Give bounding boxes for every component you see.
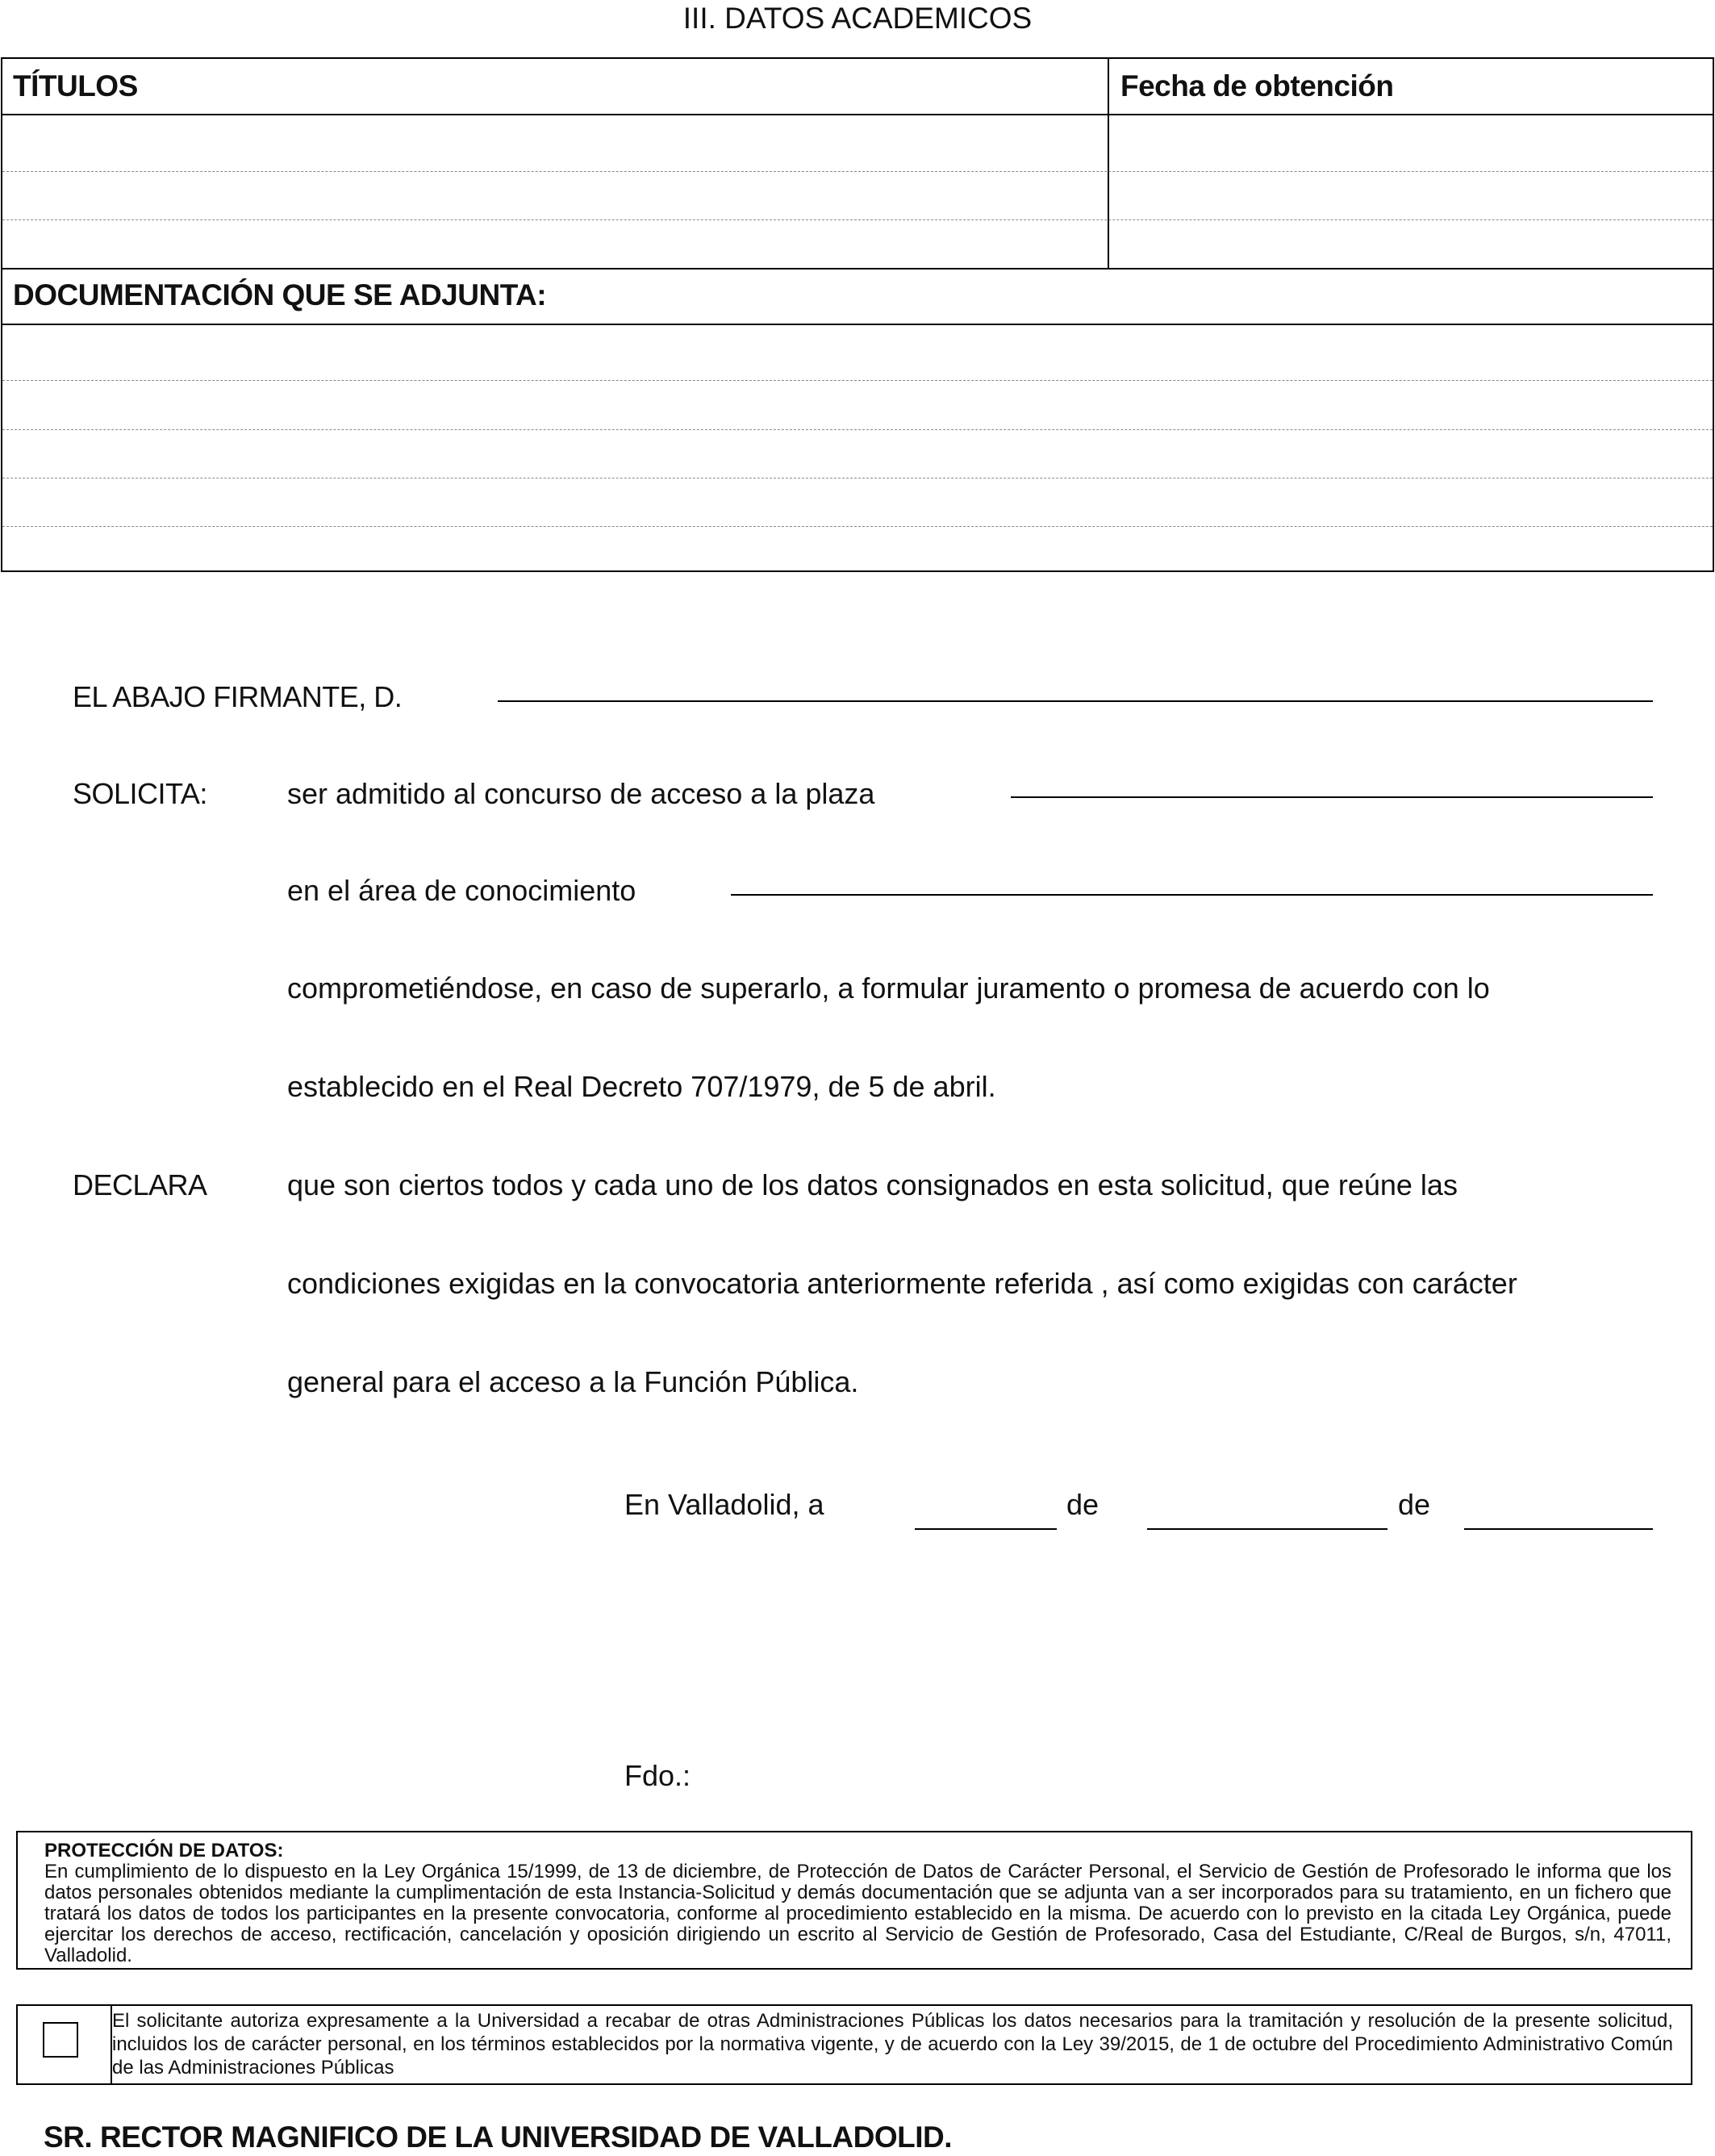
compromiso-text: comprometiéndose, en caso de superarlo, a formular juramento o promesa de acuerdo con lo bbox=[287, 971, 1490, 1005]
data-protection-box bbox=[16, 1831, 1692, 1970]
documentacion-row-line[interactable] bbox=[2, 380, 1713, 381]
section-title: III. DATOS ACADEMICOS bbox=[682, 2, 1033, 35]
fecha-header: Fecha de obtención bbox=[1120, 69, 1394, 102]
header-divider bbox=[2, 114, 1713, 115]
authorization-text: El solicitante autoriza expresamente a la Universidad a recabar de otras Administraciones Públicas los datos necesarios para la tramitación y resolución de la presente solicitud, incluidos los de carácter personal, en los términos establecidos por la normativa vigente, y de acuerdo con la Ley 39/2015, de 1 de octubre del Procedimiento Administrativo Común de las Administraciones Públicas bbox=[112, 2010, 1673, 2079]
academic-table bbox=[1, 57, 1714, 572]
data-protection-title: PROTECCIÓN DE DATOS: bbox=[44, 1840, 284, 1861]
compromiso-text-2: establecido en el Real Decreto 707/1979, de 5 de abril. bbox=[287, 1070, 996, 1103]
documentacion-divider bbox=[2, 324, 1713, 325]
area-text: en el área de conocimiento bbox=[287, 874, 636, 907]
authorization-checkbox-cell bbox=[18, 2006, 112, 2083]
section-divider bbox=[2, 268, 1713, 270]
plaza-field[interactable] bbox=[1011, 796, 1653, 798]
documentacion-header: DOCUMENTACIÓN QUE SE ADJUNTA: bbox=[13, 278, 547, 311]
solicita-label: SOLICITA: bbox=[73, 777, 207, 810]
authorization-checkbox[interactable] bbox=[43, 2022, 78, 2058]
firmante-name-field[interactable] bbox=[498, 700, 1653, 702]
declara-text-2: condiciones exigidas en la convocatoria anteriormente referida , así como exigidas con carácter bbox=[287, 1267, 1517, 1300]
declara-text-3: general para el acceso a la Función Pública. bbox=[287, 1365, 859, 1398]
de-text-2: de bbox=[1398, 1488, 1431, 1521]
documentacion-row-line[interactable] bbox=[2, 526, 1713, 527]
firmante-label: EL ABAJO FIRMANTE, D. bbox=[73, 680, 403, 713]
declara-label: DECLARA bbox=[73, 1168, 207, 1201]
solicita-text: ser admitido al concurso de acceso a la plaza bbox=[287, 777, 875, 810]
column-divider bbox=[1108, 59, 1109, 268]
declara-text: que son ciertos todos y cada uno de los datos consignados en esta solicitud, que reúne las bbox=[287, 1168, 1458, 1201]
titulos-row-line[interactable] bbox=[2, 219, 1713, 220]
lugar-text: En Valladolid, a bbox=[624, 1488, 824, 1521]
year-field[interactable] bbox=[1464, 1528, 1653, 1530]
area-field[interactable] bbox=[731, 894, 1653, 896]
footer-addressee: SR. RECTOR MAGNIFICO DE LA UNIVERSIDAD DE VALLADOLID. bbox=[44, 2120, 953, 2154]
documentacion-row-line[interactable] bbox=[2, 429, 1713, 430]
data-protection-text: En cumplimiento de lo dispuesto en la Ley Orgánica 15/1999, de 13 de diciembre, de Protección de Datos de Carácter Personal, el Servicio de Gestión de Profesorado le informa que los datos personales obtenidos mediante la cumplimentación de esta Instancia-Solicitud y demás documentación que se adjunta van a ser incorporados para su tratamiento, en un fichero que tratará los datos de todos los participantes en la presente convocatoria, conforme al procedimiento establecido en la misma. De acuerdo con lo previsto en la citada Ley Orgánica, puede ejercitar los derechos de acceso, rectificación, cancelación y oposición dirigiendo un escrito al Servicio de Gestión de Profesorado, Casa del Estudiante, C/Real de Burgos, s/n, 47011, Valladolid. bbox=[44, 1861, 1671, 1966]
day-field[interactable] bbox=[915, 1528, 1057, 1530]
titulos-row-line[interactable] bbox=[2, 171, 1713, 172]
firma-label: Fdo.: bbox=[624, 1759, 691, 1792]
titulos-header: TÍTULOS bbox=[13, 69, 138, 102]
authorization-box bbox=[16, 2004, 1692, 2085]
month-field[interactable] bbox=[1147, 1528, 1387, 1530]
de-text: de bbox=[1066, 1488, 1100, 1521]
